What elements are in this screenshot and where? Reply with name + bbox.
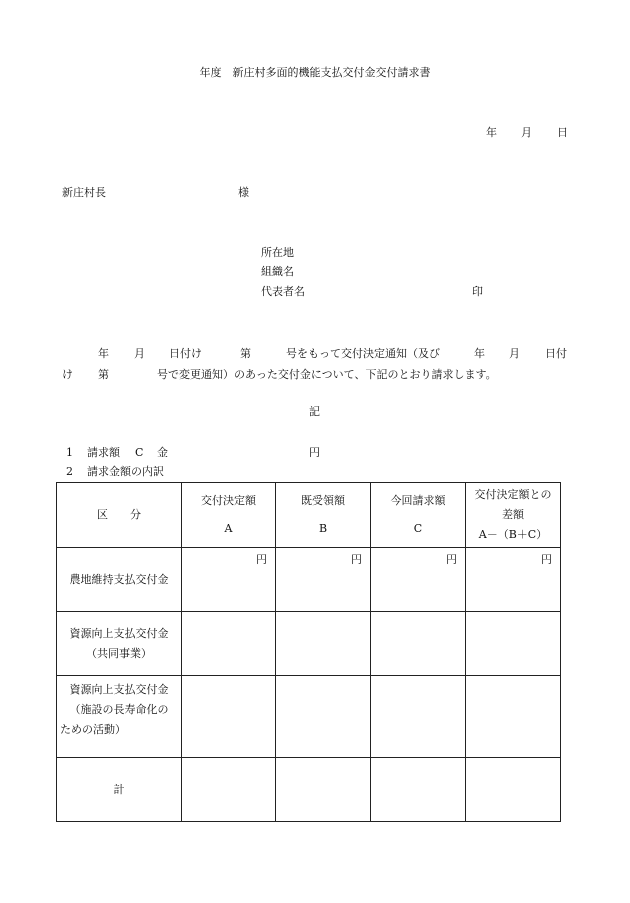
item1-kin: 金 xyxy=(157,446,168,459)
body-text: け xyxy=(62,368,73,381)
item1-label: 請求額 xyxy=(87,446,120,459)
row-label xyxy=(57,612,182,676)
body-text: 年 xyxy=(98,347,109,360)
header-col-d xyxy=(466,483,561,548)
header-col-b xyxy=(276,483,371,548)
body-text: 号をもって交付決定通知（及び xyxy=(286,347,440,360)
body-text: 第 xyxy=(240,347,251,360)
amount-cell xyxy=(466,758,561,822)
row-label-line: （施設の長寿命化の xyxy=(69,703,169,716)
organization-label: 組織名 xyxy=(261,265,294,278)
body-text: 月 xyxy=(509,347,520,360)
header-d-line2: 差額 xyxy=(502,508,524,521)
location-label: 所在地 xyxy=(261,246,294,259)
amount-cell xyxy=(466,612,561,676)
row-label-line: 資源向上支払交付金 xyxy=(69,626,169,640)
amount-cell xyxy=(182,758,276,822)
yen-cell: 円 xyxy=(371,548,466,612)
addressee-honorific: 様 xyxy=(238,186,249,199)
item2-label: 請求金額の内訳 xyxy=(87,465,164,478)
header-c-line2: C xyxy=(413,522,423,535)
item1-yen: 円 xyxy=(309,446,320,459)
row-label-line: 計 xyxy=(113,782,125,796)
item1-c: C xyxy=(135,446,144,459)
table-row xyxy=(57,676,561,758)
table-header-row xyxy=(57,483,561,548)
amount-cell xyxy=(466,676,561,758)
body-text: 月 xyxy=(134,347,145,360)
body-text: 号で変更通知）のあった交付金について、下記のとおり請求します。 xyxy=(157,368,497,381)
amount-cell xyxy=(371,758,466,822)
date-month-label: 月 xyxy=(521,126,532,139)
yen-cell: 円 xyxy=(182,548,276,612)
header-a-line2: A xyxy=(224,522,233,535)
body-text: 年 xyxy=(474,347,485,360)
yen-cell: 円 xyxy=(466,548,561,612)
header-b-line1: 既受領額 xyxy=(301,494,345,507)
amount-cell xyxy=(182,612,276,676)
row-label xyxy=(57,548,182,612)
amount-cell xyxy=(276,676,371,758)
row-label-line: （共同事業） xyxy=(86,646,152,660)
amount-cell xyxy=(371,676,466,758)
yen-cell: 円 xyxy=(276,548,371,612)
table-row xyxy=(57,758,561,822)
header-a-line1: 交付決定額 xyxy=(201,494,256,507)
body-text: 日付け xyxy=(169,347,202,360)
row-label xyxy=(57,676,182,758)
table-row xyxy=(57,612,561,676)
representative-label: 代表者名 xyxy=(261,285,305,298)
header-col-a xyxy=(182,483,276,548)
row-label xyxy=(57,758,182,822)
header-category: 区 分 xyxy=(57,483,182,548)
document-title: 年度 新庄村多面的機能支払交付金交付請求書 xyxy=(199,66,431,79)
header-b-line2: B xyxy=(318,522,328,535)
seal-mark: 印 xyxy=(472,285,483,298)
header-col-c xyxy=(371,483,466,548)
row-label-line: ための活動） xyxy=(60,723,126,736)
date-day-label: 日 xyxy=(557,126,568,139)
item2-number: 2 xyxy=(66,465,73,478)
amount-cell xyxy=(276,758,371,822)
table-row xyxy=(57,548,561,612)
header-d-line3: A－（B＋C） xyxy=(478,528,548,541)
header-d-line1: 交付決定額との xyxy=(474,488,552,501)
header-c-line1: 今回請求額 xyxy=(390,494,446,507)
row-label-line: 農地維持支払交付金 xyxy=(69,572,169,586)
date-year-label: 年 xyxy=(486,126,497,139)
body-text: 第 xyxy=(98,368,109,381)
row-label-line: 資源向上支払交付金 xyxy=(69,683,169,696)
ki-heading: 記 xyxy=(309,405,320,418)
breakdown-table xyxy=(56,482,561,822)
item1-number: 1 xyxy=(66,446,73,459)
amount-cell xyxy=(182,676,276,758)
body-text: 日付 xyxy=(545,347,567,360)
amount-cell xyxy=(371,612,466,676)
addressee-name: 新庄村長 xyxy=(62,186,106,199)
amount-cell xyxy=(276,612,371,676)
